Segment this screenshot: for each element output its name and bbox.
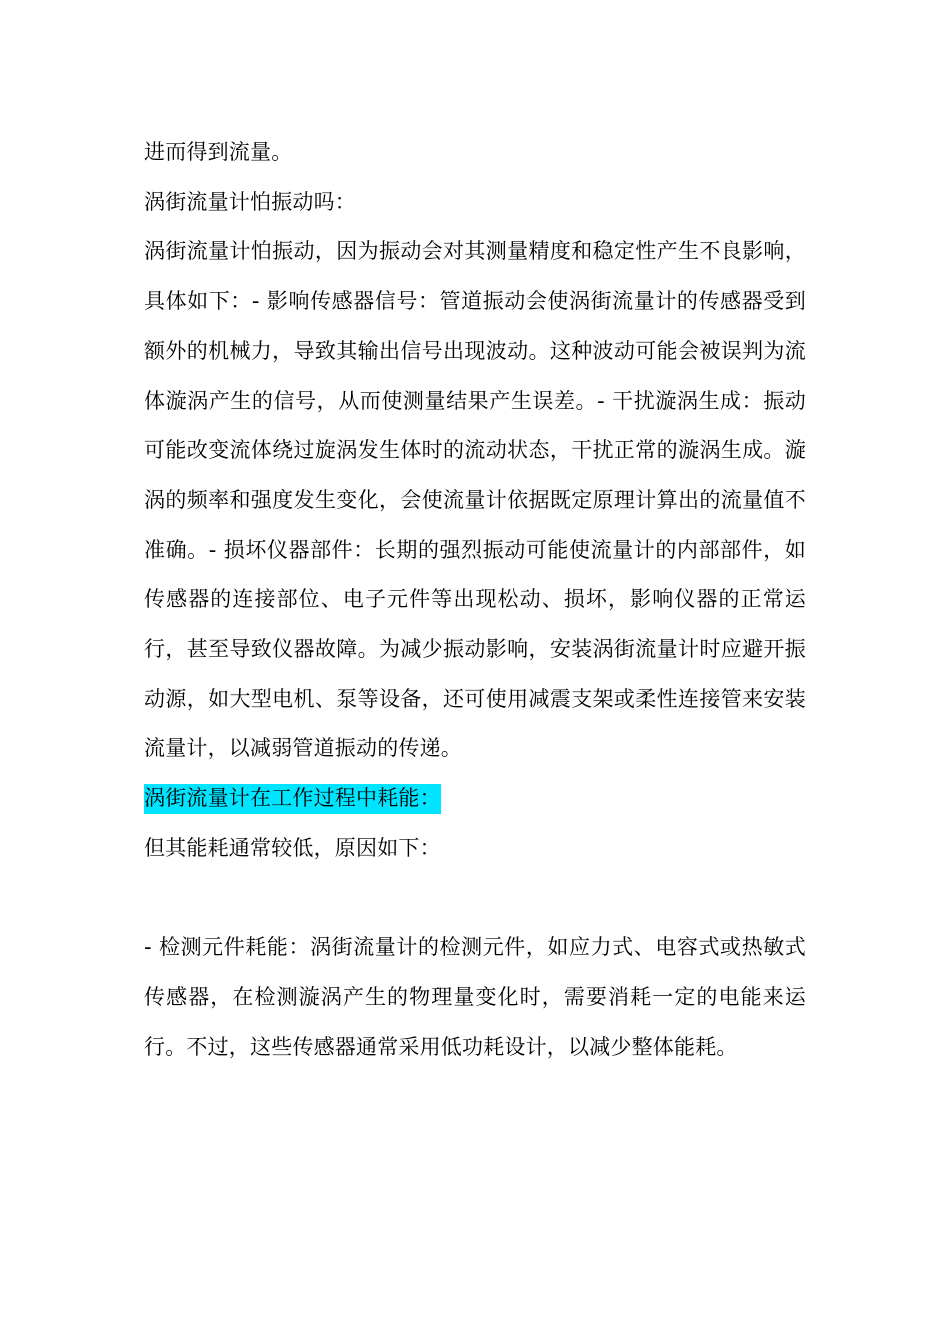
document-body [144, 128, 806, 1072]
paragraph-detection-element: - 检测元件耗能：涡街流量计的检测元件，如应力式、电容式或热敏式传感器，在检测漩涡产生的物理量变化时，需要消耗一定的电能来运行。不过，这些传感器通常采用低功耗设计，以减少整体能耗。 [144, 935, 806, 1059]
blank-line [144, 874, 806, 924]
highlighted-heading-energy: 涡街流量计在工作过程中耗能： [144, 784, 441, 814]
paragraph-flow-result: 进而得到流量。 [144, 140, 293, 164]
heading-energy-consumption-line [144, 774, 806, 824]
heading-vibration-question: 涡街流量计怕振动吗： [144, 189, 356, 214]
paragraph-vibration-effects: 涡街流量计怕振动，因为振动会对其测量精度和稳定性产生不良影响，具体如下：- 影响传感器信号：管道振动会使涡街流量计的传感器受到额外的机械力，导致其输出信号出现波动。这种波动可能会被误判为流体漩涡产生的信号，从而使测量结果产生误差。- 干扰漩涡生成：振动可能改变流体绕过旋涡发生体时的流动状态，干扰正常的漩涡生成。漩涡的频率和强度发生变化，会使流量计依据既定原理计算出的流量值不准确。- 损坏仪器部件：长期的强烈振动可能使流量计的内部部件，如传感器的连接部位、电子元件等出现松动、损坏，影响仪器的正常运行，甚至导致仪器故障。为减少振动影响，安装涡街流量计时应避开振动源，如大型电机、泵等设备，还可使用减震支架或柔性连接管来安装流量计，以减弱管道振动的传递。 [144, 239, 806, 761]
paragraph-low-consumption: 但其能耗通常较低，原因如下： [144, 835, 441, 860]
